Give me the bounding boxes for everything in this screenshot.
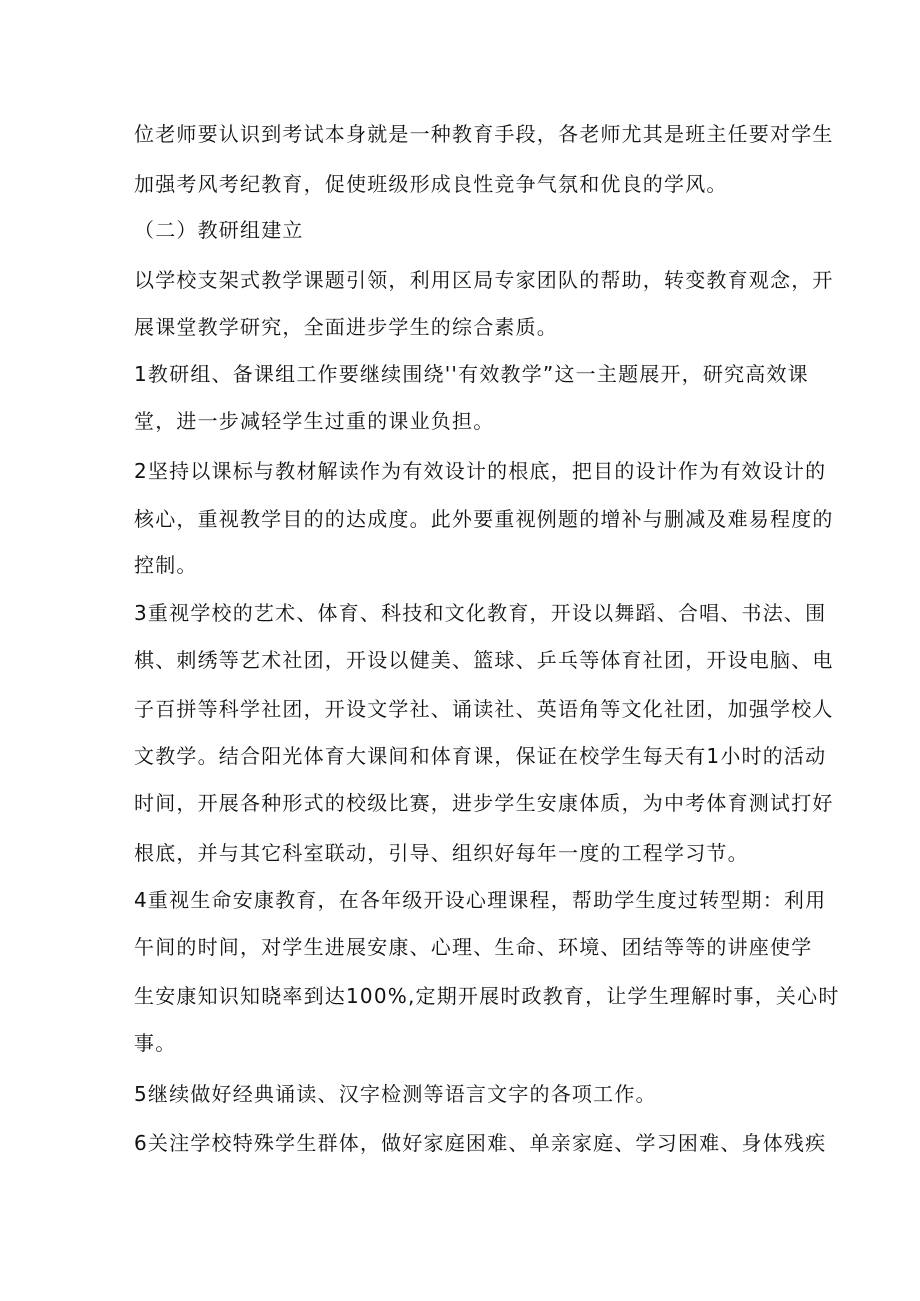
list-item-2-line: 2坚持以课标与教材解读作为有效设计的根底，把目的设计作为有效设计的: [134, 459, 827, 483]
list-item-3-line: 根底，并与其它科室联动，引导、组织好每年一度的工程学习节。: [134, 841, 749, 865]
list-item-3-line: 棋、刺绣等艺术社团，开设以健美、篮球、乒乓等体育社团，开设电脑、电: [134, 648, 834, 672]
list-item-3-line: 子百拼等科学社团，开设文学社、诵读社、英语角等文化社团，加强学校人: [134, 697, 834, 721]
list-item-5-line: 5继续做好经典诵读、汉字检测等语言文字的各项工作。: [134, 1082, 657, 1106]
list-item-4-line: 午间的时间，对学生进展安康、心理、生命、环境、团结等等的讲座使学: [134, 935, 813, 959]
list-item-3-line: 时间，开展各种形式的校级比赛，进步学生安康体质，为中考体育测试打好: [134, 791, 834, 815]
list-item-2-line: 核心，重视教学目的的达成度。此外要重视例题的增补与删减及难易程度的: [134, 507, 834, 531]
section-heading: （二）教研组建立: [134, 218, 304, 242]
list-item-1-line: 1教研组、备课组工作要继续围绕''有效教学”这一主题展开，研究高效课: [134, 362, 809, 386]
paragraph-line: 以学校支架式教学课题引领，利用区局专家团队的帮助，转变教育观念，开: [134, 268, 834, 292]
list-item-4-line: 事。: [134, 1031, 177, 1055]
list-item-6-line: 6关注学校特殊学生群体，做好家庭困难、单亲家庭、学习困难、身体残疾: [134, 1131, 827, 1155]
paragraph-line: 展课堂教学研究，全面进步学生的综合素质。: [134, 315, 558, 339]
list-item-4-line: 4重视生命安康教育，在各年级开设心理课程，帮助学生度过转型期：利用: [134, 888, 827, 912]
paragraph-line: 位老师要认识到考试本身就是一种教育手段，各老师尤其是班主任要对学生: [134, 122, 834, 146]
list-item-4-line: 生安康知识知晓率到达100%,定期开展时政教育，让学生理解时事，关心时: [134, 984, 840, 1008]
list-item-3-line: 文教学。结合阳光体育大课间和体育课，保证在校学生每天有1小时的活动: [134, 744, 827, 768]
list-item-1-line: 堂，进一步减轻学生过重的课业负担。: [134, 409, 495, 433]
list-item-2-line: 控制。: [134, 553, 198, 577]
list-item-3-line: 3重视学校的艺术、体育、科技和文化教育，开设以舞蹈、合唱、书法、围: [134, 601, 827, 625]
paragraph-line: 加强考风考纪教育，促使班级形成良性竞争气氛和优良的学风。: [134, 172, 728, 196]
